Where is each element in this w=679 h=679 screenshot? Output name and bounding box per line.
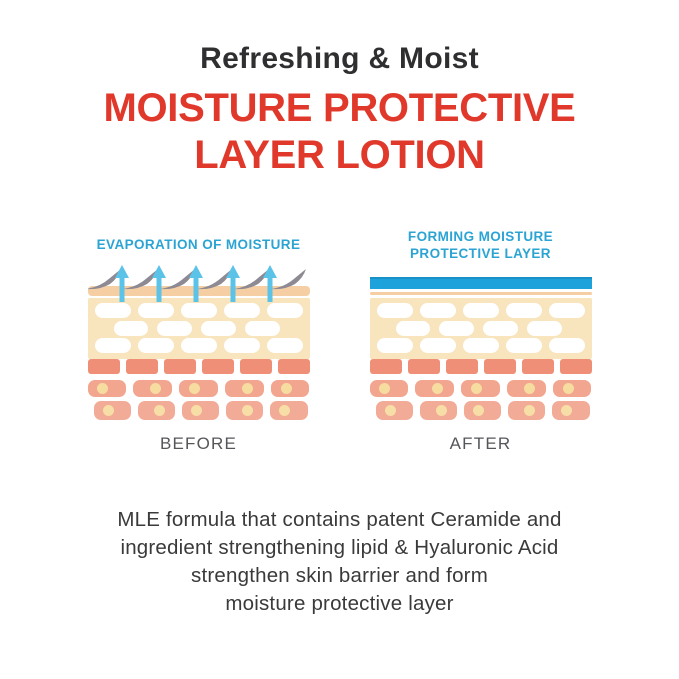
cell-nucleus (563, 383, 574, 394)
skin-cell (552, 401, 589, 420)
skin-cell (415, 380, 454, 397)
skin-cell (560, 359, 592, 374)
product-title-line-2: LAYER LOTION (194, 132, 485, 177)
cell-nucleus (385, 405, 396, 416)
evaporation-arrow-icon (263, 265, 277, 302)
skin-cell (439, 321, 474, 336)
skin-cell (508, 401, 545, 420)
cell-nucleus (97, 383, 108, 394)
after-heading (370, 227, 592, 263)
skin-cell (377, 338, 413, 353)
skin-cell (420, 401, 457, 420)
header (0, 0, 679, 179)
skin-cell (376, 401, 413, 420)
after-label: AFTER (449, 433, 512, 453)
epidermis-row (88, 321, 310, 336)
skin-cell (370, 380, 409, 397)
before-skin-diagram (88, 264, 310, 421)
skin-surface-strip (370, 292, 592, 295)
heading-line: FORMING MOISTURE (407, 228, 554, 244)
evaporation-arrow-icon (226, 265, 240, 302)
cell-nucleus (279, 405, 290, 416)
after-skin-diagram (370, 264, 592, 421)
dermis-row (88, 401, 310, 420)
skin-cell (164, 359, 196, 374)
cell-nucleus (436, 405, 447, 416)
skin-cell (549, 338, 585, 353)
cell-nucleus (103, 405, 114, 416)
skin-cell (224, 338, 260, 353)
epidermis-row (88, 303, 310, 318)
skin-cell (549, 303, 585, 318)
dermis-layer (370, 359, 592, 420)
epidermis-row (370, 321, 592, 336)
product-title-line-1: MOISTURE PROTECTIVE (103, 86, 576, 130)
skin-cell (245, 321, 280, 336)
skin-cell (420, 303, 456, 318)
epidermis-layer (370, 298, 592, 359)
description-line: moisture protective layer (225, 591, 454, 615)
epidermis-row (370, 338, 592, 353)
evaporation-arrow-icon (115, 265, 129, 302)
cell-nucleus (471, 383, 482, 394)
skin-cell (267, 338, 303, 353)
skin-cell (182, 401, 219, 420)
cell-nucleus (242, 383, 253, 394)
product-tagline: Refreshing & Moist (200, 42, 479, 75)
skin-cell (396, 321, 431, 336)
skin-cell (484, 359, 516, 374)
dermis-row (88, 380, 310, 397)
skin-cell (157, 321, 192, 336)
evaporation-arrow-icon (152, 265, 166, 302)
skin-cell (138, 401, 175, 420)
after-panel (370, 227, 592, 454)
skin-cell (201, 321, 236, 336)
skin-cell (224, 303, 260, 318)
dermis-layer (88, 359, 310, 420)
skin-cell (95, 338, 131, 353)
dermis-row (88, 359, 310, 374)
skin-cell (553, 380, 592, 397)
product-description (0, 506, 679, 618)
skin-cell (88, 359, 120, 374)
skin-cell (94, 401, 131, 420)
skin-cell (133, 380, 172, 397)
skin-cell (267, 303, 303, 318)
skin-cell (179, 380, 218, 397)
moisture-barrier-bar (370, 277, 592, 289)
skin-cell (446, 359, 478, 374)
skin-cell (507, 380, 546, 397)
skin-cell (226, 401, 263, 420)
heading-line: EVAPORATION OF MOISTURE (96, 237, 301, 253)
dermis-row (370, 380, 592, 397)
skin-cell (270, 401, 307, 420)
skin-cell (278, 359, 310, 374)
cell-nucleus (379, 383, 390, 394)
cell-nucleus (524, 405, 535, 416)
skin-cell (95, 303, 131, 318)
skin-cell (506, 303, 542, 318)
skin-cell (138, 338, 174, 353)
cell-nucleus (281, 383, 292, 394)
skin-cell (114, 321, 149, 336)
before-label: BEFORE (159, 433, 238, 453)
skin-cell (138, 303, 174, 318)
cell-nucleus (524, 383, 535, 394)
evaporation-arrow-icon (189, 265, 203, 302)
cell-nucleus (189, 383, 200, 394)
skin-cell (506, 338, 542, 353)
epidermis-layer (88, 298, 310, 359)
skin-cell (464, 401, 501, 420)
before-panel (88, 227, 310, 454)
cell-nucleus (561, 405, 572, 416)
skin-cell (483, 321, 518, 336)
skin-cell (271, 380, 310, 397)
skin-cell (370, 359, 402, 374)
skin-cell (463, 338, 499, 353)
description-line: MLE formula that contains patent Ceramide and (117, 507, 562, 531)
skin-cell (408, 359, 440, 374)
heading-line: PROTECTIVE LAYER (410, 245, 551, 261)
skin-cell (202, 359, 234, 374)
epidermis-row (370, 303, 592, 318)
damaged-skin-surface-icon (88, 264, 310, 304)
description-line: ingredient strengthening lipid & Hyaluronic Acid (120, 535, 559, 559)
skin-cell (225, 380, 264, 397)
epidermis-row (88, 338, 310, 353)
skin-cell (522, 359, 554, 374)
skin-cell (420, 338, 456, 353)
skin-cell (181, 303, 217, 318)
skin-cell (88, 380, 127, 397)
skin-cell (126, 359, 158, 374)
before-heading (88, 227, 310, 263)
dermis-row (370, 359, 592, 374)
description-line: strengthen skin barrier and form (191, 563, 488, 587)
cell-nucleus (242, 405, 253, 416)
skin-cell (461, 380, 500, 397)
cell-nucleus (432, 383, 443, 394)
before-after-comparison (0, 227, 679, 454)
product-title (0, 85, 679, 179)
cell-nucleus (191, 405, 202, 416)
skin-cell (377, 303, 413, 318)
skin-cell (181, 338, 217, 353)
cell-nucleus (473, 405, 484, 416)
dermis-row (370, 401, 592, 420)
cell-nucleus (154, 405, 165, 416)
cell-nucleus (150, 383, 161, 394)
skin-cell (240, 359, 272, 374)
skin-cell (527, 321, 562, 336)
skin-cell (463, 303, 499, 318)
